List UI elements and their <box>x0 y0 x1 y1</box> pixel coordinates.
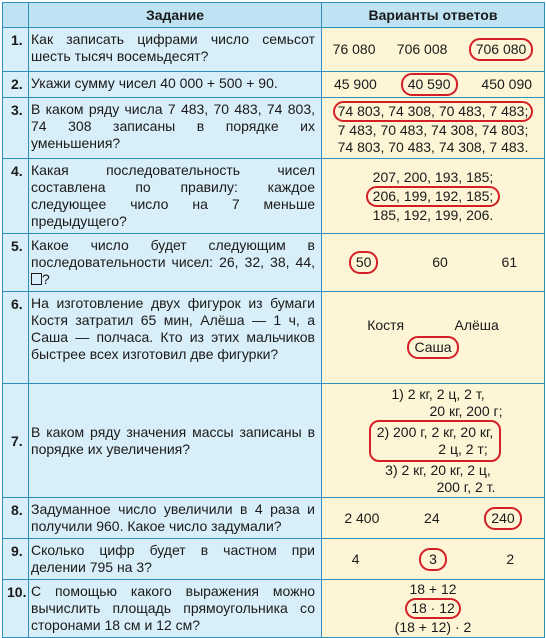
option: 18 + 12 <box>409 581 457 597</box>
row-number: 1. <box>3 28 29 72</box>
option-selected: Саша <box>407 336 458 359</box>
option-selected: 206, 199, 192, 185; <box>366 186 501 207</box>
header-empty <box>3 3 29 28</box>
option-selected: 40 590 <box>401 73 458 96</box>
answer-options <box>322 539 545 580</box>
option: 76 080 <box>332 41 376 57</box>
question-text: Как записать цифрами число семьсот шесть тысяч восемьдесят? <box>29 28 322 72</box>
row-number: 3. <box>3 98 29 159</box>
option: 450 090 <box>481 76 533 92</box>
answer-options <box>322 234 545 292</box>
question-text: Сколько цифр будет в частном при делении 795 на 3? <box>29 539 322 580</box>
option: 1) 2 кг, 2 ц, 2 т, 20 кг, 200 г; <box>391 385 503 419</box>
header-answers: Варианты ответов <box>322 3 545 28</box>
row-number: 9. <box>3 539 29 580</box>
option: 4 <box>351 550 360 567</box>
question-text: С помощью какого выражения можно вычислить площадь прямоугольника со сторонами 18 см и 12 см? <box>29 580 322 638</box>
answer-options <box>322 498 545 539</box>
row-number: 6. <box>3 292 29 384</box>
question-body: Какое число будет следующим в последовательности чисел: 26, 32, 38, 44, <box>31 237 315 270</box>
option: 2 <box>506 550 515 567</box>
question-text: Задуманное число увеличили в 4 раза и получили 960. Какое число задумали? <box>29 498 322 539</box>
option: 61 <box>501 254 518 270</box>
option-selected: 50 <box>349 251 379 274</box>
option: 45 900 <box>333 76 377 92</box>
table-row <box>3 580 545 638</box>
row-number: 2. <box>3 72 29 98</box>
table-row <box>3 98 545 159</box>
table-row <box>3 292 545 384</box>
option-selected: 74 803, 74 308, 70 483, 7 483; <box>333 101 534 122</box>
option: 60 <box>432 254 448 270</box>
header-task: Задание <box>29 3 322 28</box>
answer-options <box>322 292 545 384</box>
table-row <box>3 384 545 498</box>
option: 24 <box>424 509 440 526</box>
table-row <box>3 72 545 98</box>
option-selected: 3 <box>419 548 447 571</box>
row-number: 5. <box>3 234 29 292</box>
option: 185, 192, 199, 206. <box>372 206 494 223</box>
table-row <box>3 28 545 72</box>
question-text: На изготовление двух фигурок из бумаги Костя затратил 65 мин, Алёша — 1 ч, а Саша — полчаса. Кто из этих мальчиков быстрее всех изготовил две фигурки? <box>29 292 322 384</box>
answer-options <box>322 28 545 72</box>
question-text: Укажи сумму чисел 40 000 + 500 + 90. <box>29 72 322 98</box>
question-text: Какая последовательность чисел составлена по правилу: каждое следующее число на 7 меньше предыдущего? <box>29 159 322 234</box>
option: Костя <box>367 316 405 333</box>
option-selected: 2) 200 г, 2 кг, 20 кг, 2 ц, 2 т; <box>369 420 502 462</box>
option: 2 400 <box>344 509 380 526</box>
answer-options <box>322 384 545 498</box>
option: 74 803, 70 483, 74 308, 7 483. <box>337 138 529 155</box>
header-row <box>3 3 545 28</box>
option-selected: 18 · 12 <box>405 598 461 619</box>
option: 706 008 <box>396 41 448 57</box>
row-number: 4. <box>3 159 29 234</box>
row-number: 10. <box>3 580 29 638</box>
row-number: 8. <box>3 498 29 539</box>
answer-options <box>322 159 545 234</box>
table-row <box>3 498 545 539</box>
blank-square-icon <box>31 273 42 285</box>
table-row <box>3 539 545 580</box>
question-text: В каком ряду значения массы записаны в порядке их увеличения? <box>29 384 322 498</box>
table-row <box>3 234 545 292</box>
option: 207, 200, 193, 185; <box>372 168 494 185</box>
answer-options <box>322 580 545 638</box>
answer-options <box>322 72 545 98</box>
answer-options <box>322 98 545 159</box>
option: 3) 2 кг, 20 кг, 2 ц, 200 г, 2 т. <box>385 461 496 495</box>
option: Алёша <box>454 316 499 333</box>
option: (18 + 12) · 2 <box>394 619 472 635</box>
option-selected: 240 <box>484 507 521 530</box>
row-number: 7. <box>3 384 29 498</box>
table-row <box>3 159 545 234</box>
option-selected: 706 080 <box>469 38 534 61</box>
question-text: В каком ряду числа 7 483, 70 483, 74 803, 74 308 записаны в порядке их уменьшения? <box>29 98 322 159</box>
question-text: Какое число будет следующим в последовательности чисел: 26, 32, 38, 44, ? <box>29 234 322 292</box>
option: 7 483, 70 483, 74 308, 74 803; <box>337 121 529 138</box>
test-table <box>2 2 545 638</box>
